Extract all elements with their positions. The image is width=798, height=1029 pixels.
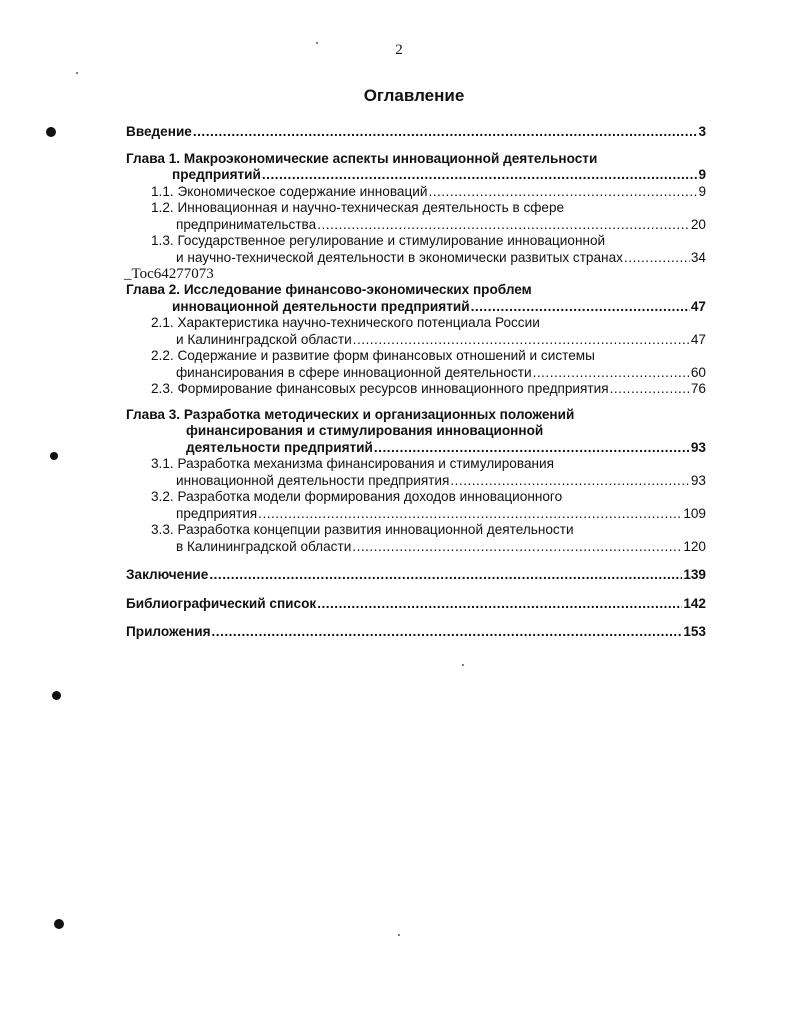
toc-entry-appendix[interactable] <box>126 624 706 641</box>
toc-label-cont: и научно-технической деятельности в экономически развитых странах <box>176 249 623 265</box>
toc-page: 47 <box>690 298 706 314</box>
toc-label-cont: в Калининградской области <box>176 538 352 554</box>
leader-dots <box>317 217 690 234</box>
toc-label-cont: и Калининградской области <box>176 331 352 347</box>
toc-label: Глава 3. Разработка методических и организационных положений <box>126 406 575 422</box>
toc-label: 3.2. Разработка модели формирования доходов инновационного <box>151 489 563 504</box>
toc-entry-2-3[interactable] <box>126 381 706 398</box>
toc-label: Библиографический список <box>126 595 317 611</box>
page-number: 2 <box>395 42 403 58</box>
toc-page: 153 <box>683 624 706 639</box>
toc-label-cont: предприятий <box>172 167 261 182</box>
scan-speck <box>462 664 464 666</box>
toc-page: 93 <box>690 439 706 455</box>
leader-dots <box>428 184 697 201</box>
toc-label: Заключение <box>126 567 209 582</box>
toc-label-cont: инновационной деятельности предприятия <box>176 472 450 488</box>
toc-page: 60 <box>690 364 706 380</box>
toc-page: 9 <box>698 167 706 182</box>
leader-dots <box>471 299 690 316</box>
toc-page: 120 <box>683 538 706 554</box>
toc-label: 3.3. Разработка концепции развития инновационной деятельности <box>151 522 574 537</box>
toc-page: 93 <box>690 472 706 488</box>
toc-page: 9 <box>698 183 706 199</box>
leader-dots <box>374 440 690 457</box>
toc-entry-intro[interactable] <box>126 124 706 141</box>
leader-dots <box>353 332 690 349</box>
toc-entry-bibliography[interactable] <box>126 596 706 613</box>
toc-entry-chapter-3[interactable] <box>126 407 706 457</box>
toc-label: 1.2. Инновационная и научно-техническая деятельность в сфере <box>151 200 565 215</box>
toc-entry-1-2[interactable] <box>126 200 706 233</box>
toc-entry-3-3[interactable] <box>126 522 706 555</box>
table-of-contents <box>126 124 706 641</box>
toc-page: 109 <box>683 505 706 521</box>
toc-label: 2.2. Содержание и развитие форм финансовых отношений и системы <box>151 348 595 363</box>
scan-speck <box>316 42 318 44</box>
toc-entry-1-3[interactable] <box>126 233 706 266</box>
toc-label: 1.1. Экономическое содержание инноваций <box>151 183 428 199</box>
toc-label-cont: финансирования и стимулирования инновационной <box>186 423 544 438</box>
scan-speck <box>76 72 78 74</box>
toc-label-cont: предпринимательства <box>176 216 317 232</box>
toc-label: 2.3. Формирование финансовых ресурсов инновационного предприятия <box>151 381 609 396</box>
toc-title: Оглавление <box>363 86 465 105</box>
leader-dots <box>262 167 698 184</box>
leader-dots <box>317 596 682 613</box>
leader-dots <box>212 624 683 641</box>
toc-entry-1-1[interactable] <box>126 184 706 201</box>
scan-speck <box>398 934 400 936</box>
toc-page: 34 <box>690 249 706 265</box>
leader-dots <box>624 250 690 267</box>
toc-page: 20 <box>690 216 706 232</box>
toc-page: 47 <box>690 331 706 347</box>
toc-page: 139 <box>683 567 706 582</box>
toc-entry-conclusion[interactable] <box>126 567 706 584</box>
toc-label: 2.1. Характеристика научно-технического потенциала России <box>151 315 540 330</box>
toc-page: 76 <box>690 381 706 396</box>
leader-dots <box>209 567 682 584</box>
toc-label: Введение <box>126 124 192 139</box>
leader-dots <box>258 506 682 523</box>
toc-label: Глава 2. Исследование финансово-экономических проблем <box>126 282 532 297</box>
toc-entry-2-2[interactable] <box>126 348 706 381</box>
toc-entry-chapter-1[interactable] <box>126 151 706 184</box>
binder-hole-mark <box>52 691 61 700</box>
toc-page: 3 <box>698 124 706 139</box>
toc-label: Глава 1. Макроэкономические аспекты инновационной деятельности <box>126 150 598 166</box>
leader-dots <box>450 473 690 490</box>
toc-label-cont: деятельности предприятий <box>186 439 373 455</box>
toc-label: Приложения <box>126 624 211 639</box>
toc-label-cont: инновационной деятельности предприятий <box>172 298 470 314</box>
toc-label: 1.3. Государственное регулирование и стимулирование инновационной <box>151 233 606 248</box>
leader-dots <box>193 124 698 141</box>
toc-label-cont: финансирования в сфере инновационной деятельности <box>176 364 532 380</box>
toc-page: 142 <box>683 595 706 611</box>
binder-hole-mark <box>54 919 64 929</box>
toc-entry-2-1[interactable] <box>126 315 706 348</box>
toc-entry-3-1[interactable] <box>126 456 706 489</box>
toc-label-cont: предприятия <box>176 505 258 521</box>
bookmark-anchor: _Toc64277073 <box>124 266 214 282</box>
toc-entry-chapter-2[interactable] <box>126 282 706 315</box>
leader-dots <box>533 365 690 382</box>
leader-dots <box>352 539 682 556</box>
leader-dots <box>610 381 690 398</box>
binder-hole-mark <box>50 452 58 460</box>
toc-label: 3.1. Разработка механизма финансирования и стимулирования <box>151 456 554 471</box>
binder-hole-mark <box>46 127 56 137</box>
toc-entry-3-2[interactable] <box>126 489 706 522</box>
